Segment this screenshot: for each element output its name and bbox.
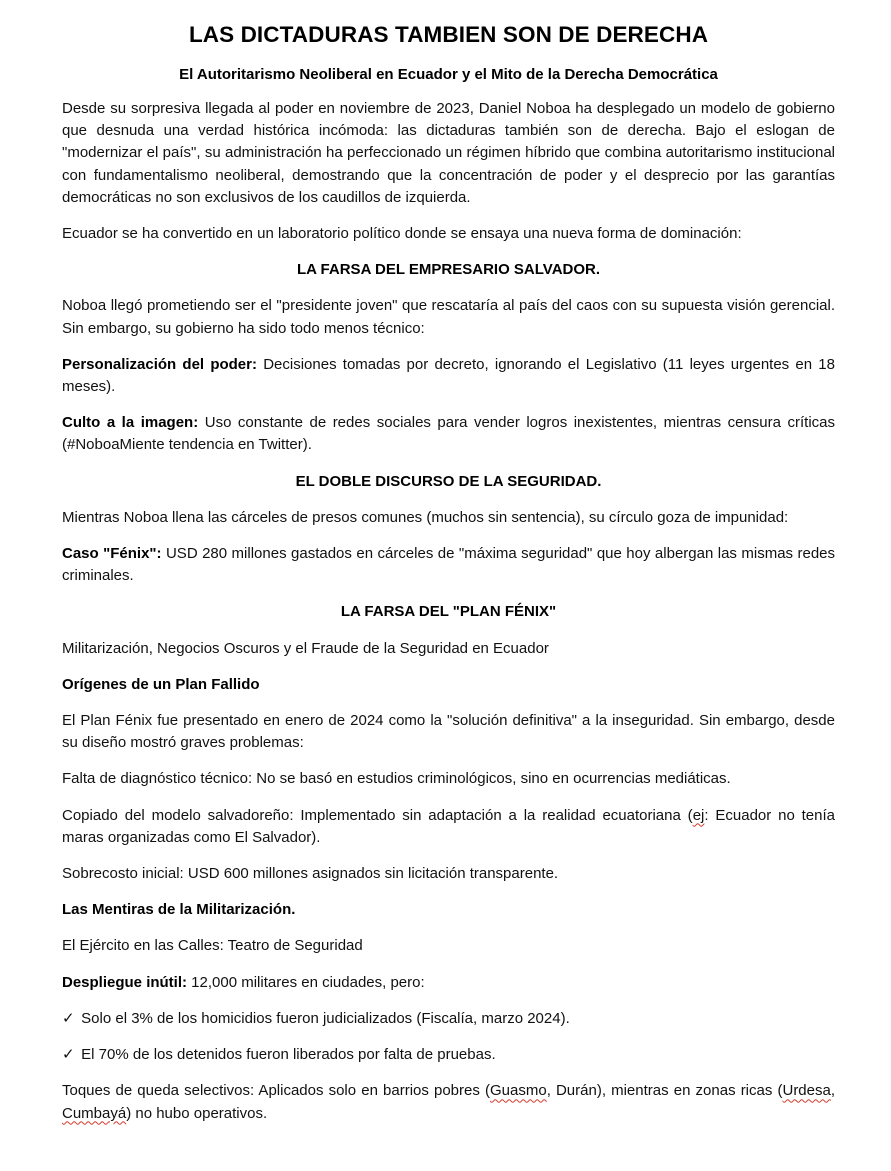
spellcheck-word-ej[interactable]: ej (692, 806, 705, 824)
section-heading-plan-fenix: LA FARSA DEL "PLAN FÉNIX" (340, 603, 557, 621)
spellcheck-word-cumbaya[interactable]: Cumbayá (62, 1104, 127, 1122)
check-item-detenidos-text: El 70% de los detenidos fueron liberados por falta de pruebas. (77, 1046, 496, 1064)
ejercito-subheading: El Ejército en las Calles: Teatro de Seguridad (62, 937, 363, 955)
item-despliegue-text: 12,000 militares en ciudades, pero: (187, 973, 425, 991)
toques-text-c: , (830, 1082, 836, 1100)
section-heading-seguridad: EL DOBLE DISCURSO DE LA SEGURIDAD. (295, 472, 602, 490)
item-personalizacion-text: Decisiones tomadas por decreto, ignorando el Legislativo (11 leyes urgentes en 18 meses). (62, 355, 835, 396)
toques-de-queda (62, 1080, 835, 1124)
check-item-homicidios (62, 1008, 835, 1030)
document-title: LAS DICTADURAS TAMBIEN SON DE DERECHA (188, 22, 709, 47)
spellcheck-word-urdesa[interactable]: Urdesa (782, 1082, 831, 1100)
spellcheck-word-guasmo[interactable]: Guasmo (489, 1082, 547, 1100)
section-empresario-text: Noboa llegó prometiendo ser el "presidente joven" que rescataría al país del caos con su supuesta visión gerencial. Sin embargo, su gobierno ha sido todo menos técnico: (62, 297, 835, 337)
intro-paragraph-1: Desde su sorpresiva llegada al poder en noviembre de 2023, Daniel Noboa ha desplegado un modelo de gobierno que desnuda una verdad histórica incómoda: las dictaduras también son de derecha. Bajo el eslogan de "modernizar el país", su administración ha perfeccionado un régimen híbrido que combina autoritarismo institucional con fundamentalismo neoliberal, demostrando que la concentración de poder y el desprecio por las garantías democráticas no son exclusivos de los caudillos de izquierda. (62, 100, 835, 206)
item-caso-fenix-label: Caso "Fénix": (62, 545, 162, 563)
origenes-heading: Orígenes de un Plan Fallido (62, 675, 260, 693)
problem-copiado (62, 805, 835, 849)
checkmark-icon: ✓ (62, 1046, 75, 1064)
item-culto-imagen-label: Culto a la imagen: (62, 414, 199, 432)
plan-fenix-subheading: Militarización, Negocios Oscuros y el Fraude de la Seguridad en Ecuador (62, 639, 549, 657)
problem-diagnostico: Falta de diagnóstico técnico: No se basó en estudios criminológicos, sino en ocurrencias mediáticas. (62, 770, 731, 788)
document-subtitle: El Autoritarismo Neoliberal en Ecuador y el Mito de la Derecha Democrática (179, 66, 718, 83)
check-item-homicidios-text: Solo el 3% de los homicidios fueron judicializados (Fiscalía, marzo 2024). (77, 1009, 570, 1027)
problem-sobrecosto: Sobrecosto inicial: USD 600 millones asignados sin licitación transparente. (62, 865, 559, 883)
item-culto-imagen (62, 412, 835, 456)
item-caso-fenix-text: USD 280 millones gastados en cárceles de "máxima seguridad" que hoy albergan las mismas redes criminales. (62, 545, 836, 585)
origenes-text: El Plan Fénix fue presentado en enero de 2024 como la "solución definitiva" a la inseguridad. Sin embargo, desde su diseño mostró graves problemas: (62, 712, 835, 752)
item-caso-fenix (62, 543, 835, 587)
mentiras-heading: Las Mentiras de la Militarización. (62, 901, 296, 919)
item-despliegue-label: Despliegue inútil: (62, 973, 188, 991)
problem-copiado-text-a: Copiado del modelo salvadoreño: Implementado sin adaptación a la realidad ecuatoriana ( (62, 806, 693, 824)
check-item-detenidos (62, 1044, 835, 1066)
toques-text-a: Toques de queda selectivos: Aplicados solo en barrios pobres ( (62, 1082, 490, 1100)
toques-text-b: , Durán), mientras en zonas ricas ( (546, 1082, 783, 1100)
item-personalizacion (62, 354, 835, 398)
section-seguridad-text: Mientras Noboa llena las cárceles de presos comunes (muchos sin sentencia), su círculo goza de impunidad: (62, 508, 789, 526)
item-culto-imagen-text: Uso constante de redes sociales para vender logros inexistentes, mientras censura críticas (#NoboaMiente tendencia en Twitter). (62, 414, 836, 454)
toques-text-d: ) no hubo operativos. (126, 1104, 268, 1122)
item-despliegue (62, 972, 835, 994)
item-personalizacion-label: Personalización del poder: (62, 355, 257, 373)
intro-paragraph-2: Ecuador se ha convertido en un laboratorio político donde se ensaya una nueva forma de dominación: (62, 225, 742, 243)
checkmark-icon: ✓ (62, 1009, 75, 1027)
problem-copiado-text-b: : Ecuador no tenía maras organizadas como El Salvador). (62, 806, 835, 846)
section-heading-empresario: LA FARSA DEL EMPRESARIO SALVADOR. (296, 261, 601, 279)
